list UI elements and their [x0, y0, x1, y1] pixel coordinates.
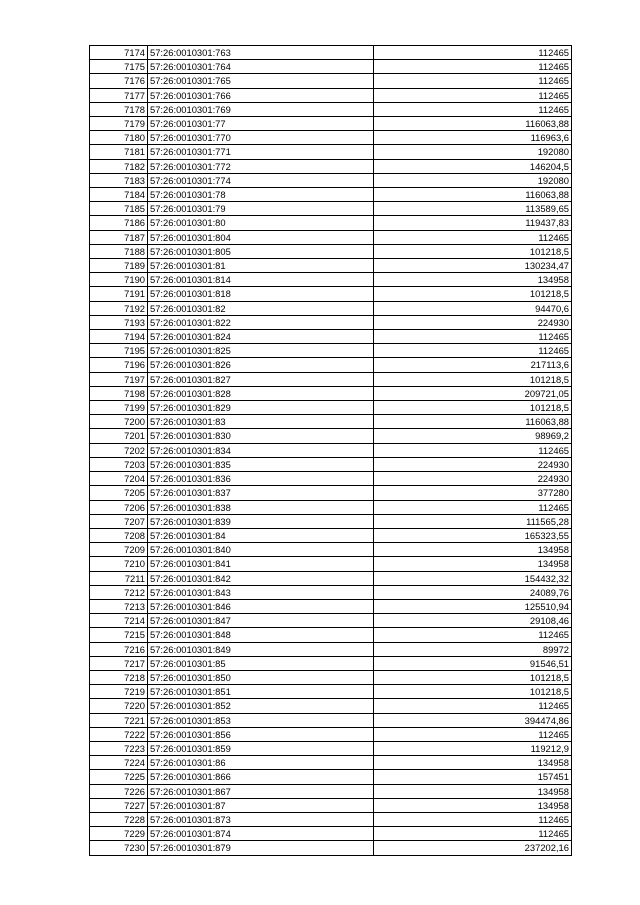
cadastral-value-cell: 134958 [374, 798, 572, 812]
row-number-cell: 7217 [90, 656, 148, 670]
table-row [90, 358, 572, 372]
row-number-cell: 7180 [90, 131, 148, 145]
row-number-cell: 7182 [90, 159, 148, 173]
row-number-cell: 7227 [90, 798, 148, 812]
cadastral-value-cell: 101218,5 [374, 244, 572, 258]
cadastral-number-cell: 57:26:0010301:772 [148, 159, 374, 173]
table-row [90, 628, 572, 642]
row-number-cell: 7190 [90, 273, 148, 287]
row-number-cell: 7186 [90, 216, 148, 230]
cadastral-number-cell: 57:26:0010301:848 [148, 628, 374, 642]
table-row [90, 429, 572, 443]
row-number-cell: 7211 [90, 571, 148, 585]
row-number-cell: 7222 [90, 727, 148, 741]
table-row [90, 386, 572, 400]
table-row [90, 585, 572, 599]
row-number-cell: 7193 [90, 315, 148, 329]
row-number-cell: 7226 [90, 784, 148, 798]
row-number-cell: 7212 [90, 585, 148, 599]
row-number-cell: 7188 [90, 244, 148, 258]
cadastral-value-cell: 112465 [374, 500, 572, 514]
table-row [90, 812, 572, 826]
table-row [90, 756, 572, 770]
cadastral-number-cell: 57:26:0010301:824 [148, 330, 374, 344]
row-number-cell: 7220 [90, 699, 148, 713]
cadastral-number-cell: 57:26:0010301:77 [148, 117, 374, 131]
cadastral-value-cell: 112465 [374, 88, 572, 102]
table-row [90, 315, 572, 329]
cadastral-value-cell: 112465 [374, 812, 572, 826]
row-number-cell: 7187 [90, 230, 148, 244]
row-number-cell: 7184 [90, 188, 148, 202]
row-number-cell: 7213 [90, 599, 148, 613]
cadastral-value-cell: 111565,28 [374, 514, 572, 528]
table-row [90, 159, 572, 173]
cadastral-number-cell: 57:26:0010301:769 [148, 102, 374, 116]
row-number-cell: 7179 [90, 117, 148, 131]
cadastral-value-cell: 116063,88 [374, 117, 572, 131]
cadastral-number-cell: 57:26:0010301:850 [148, 670, 374, 684]
row-number-cell: 7201 [90, 429, 148, 443]
cadastral-number-cell: 57:26:0010301:853 [148, 713, 374, 727]
row-number-cell: 7202 [90, 443, 148, 457]
cadastral-value-cell: 377280 [374, 486, 572, 500]
cadastral-number-cell: 57:26:0010301:771 [148, 145, 374, 159]
table-row [90, 642, 572, 656]
table-row [90, 827, 572, 841]
row-number-cell: 7177 [90, 88, 148, 102]
cadastral-number-cell: 57:26:0010301:830 [148, 429, 374, 443]
cadastral-value-cell: 119212,9 [374, 741, 572, 755]
row-number-cell: 7214 [90, 614, 148, 628]
cadastral-value-cell: 24089,76 [374, 585, 572, 599]
cadastral-number-cell: 57:26:0010301:84 [148, 528, 374, 542]
row-number-cell: 7219 [90, 685, 148, 699]
cadastral-number-cell: 57:26:0010301:763 [148, 46, 374, 60]
cadastral-number-cell: 57:26:0010301:81 [148, 259, 374, 273]
table-row [90, 244, 572, 258]
cadastral-number-cell: 57:26:0010301:818 [148, 287, 374, 301]
table-row [90, 443, 572, 457]
cadastral-value-cell: 217113,6 [374, 358, 572, 372]
cadastral-value-cell: 101218,5 [374, 670, 572, 684]
table-row [90, 188, 572, 202]
table-row [90, 727, 572, 741]
cadastral-value-table [89, 45, 572, 856]
cadastral-value-cell: 134958 [374, 273, 572, 287]
cadastral-value-cell: 112465 [374, 102, 572, 116]
row-number-cell: 7175 [90, 60, 148, 74]
table-body [90, 46, 572, 856]
cadastral-value-cell: 112465 [374, 827, 572, 841]
cadastral-value-cell: 165323,55 [374, 528, 572, 542]
table-row [90, 528, 572, 542]
cadastral-number-cell: 57:26:0010301:867 [148, 784, 374, 798]
cadastral-number-cell: 57:26:0010301:774 [148, 173, 374, 187]
cadastral-value-cell: 101218,5 [374, 287, 572, 301]
row-number-cell: 7203 [90, 457, 148, 471]
cadastral-value-cell: 157451 [374, 770, 572, 784]
cadastral-number-cell: 57:26:0010301:828 [148, 386, 374, 400]
table-row [90, 117, 572, 131]
cadastral-number-cell: 57:26:0010301:856 [148, 727, 374, 741]
table-row [90, 841, 572, 855]
cadastral-value-cell: 134958 [374, 756, 572, 770]
cadastral-number-cell: 57:26:0010301:829 [148, 401, 374, 415]
table-row [90, 713, 572, 727]
row-number-cell: 7210 [90, 557, 148, 571]
cadastral-value-cell: 112465 [374, 330, 572, 344]
row-number-cell: 7194 [90, 330, 148, 344]
row-number-cell: 7224 [90, 756, 148, 770]
cadastral-number-cell: 57:26:0010301:765 [148, 74, 374, 88]
cadastral-number-cell: 57:26:0010301:846 [148, 599, 374, 613]
table-row [90, 656, 572, 670]
row-number-cell: 7192 [90, 301, 148, 315]
row-number-cell: 7221 [90, 713, 148, 727]
cadastral-number-cell: 57:26:0010301:79 [148, 202, 374, 216]
row-number-cell: 7225 [90, 770, 148, 784]
cadastral-number-cell: 57:26:0010301:822 [148, 315, 374, 329]
table-row [90, 330, 572, 344]
table-row [90, 88, 572, 102]
table-row [90, 60, 572, 74]
cadastral-number-cell: 57:26:0010301:841 [148, 557, 374, 571]
cadastral-value-cell: 116063,88 [374, 188, 572, 202]
row-number-cell: 7228 [90, 812, 148, 826]
table-row [90, 401, 572, 415]
table-row [90, 415, 572, 429]
table-row [90, 102, 572, 116]
table-row [90, 685, 572, 699]
table-row [90, 287, 572, 301]
cadastral-number-cell: 57:26:0010301:814 [148, 273, 374, 287]
cadastral-number-cell: 57:26:0010301:834 [148, 443, 374, 457]
row-number-cell: 7204 [90, 472, 148, 486]
table-row [90, 216, 572, 230]
row-number-cell: 7189 [90, 259, 148, 273]
cadastral-value-cell: 94470,6 [374, 301, 572, 315]
table-row [90, 670, 572, 684]
row-number-cell: 7183 [90, 173, 148, 187]
row-number-cell: 7191 [90, 287, 148, 301]
table-row [90, 74, 572, 88]
cadastral-number-cell: 57:26:0010301:879 [148, 841, 374, 855]
row-number-cell: 7206 [90, 500, 148, 514]
row-number-cell: 7176 [90, 74, 148, 88]
cadastral-number-cell: 57:26:0010301:764 [148, 60, 374, 74]
cadastral-number-cell: 57:26:0010301:849 [148, 642, 374, 656]
cadastral-number-cell: 57:26:0010301:840 [148, 543, 374, 557]
table-row [90, 472, 572, 486]
table-row [90, 372, 572, 386]
table-row [90, 457, 572, 471]
cadastral-value-cell: 134958 [374, 784, 572, 798]
cadastral-number-cell: 57:26:0010301:805 [148, 244, 374, 258]
table-row [90, 500, 572, 514]
row-number-cell: 7200 [90, 415, 148, 429]
cadastral-number-cell: 57:26:0010301:842 [148, 571, 374, 585]
cadastral-value-cell: 112465 [374, 344, 572, 358]
table-row [90, 131, 572, 145]
table-row [90, 173, 572, 187]
row-number-cell: 7215 [90, 628, 148, 642]
cadastral-number-cell: 57:26:0010301:87 [148, 798, 374, 812]
row-number-cell: 7205 [90, 486, 148, 500]
cadastral-value-cell: 224930 [374, 457, 572, 471]
cadastral-value-cell: 89972 [374, 642, 572, 656]
table-row [90, 273, 572, 287]
table-row [90, 798, 572, 812]
row-number-cell: 7198 [90, 386, 148, 400]
cadastral-value-cell: 112465 [374, 74, 572, 88]
cadastral-number-cell: 57:26:0010301:873 [148, 812, 374, 826]
row-number-cell: 7207 [90, 514, 148, 528]
cadastral-number-cell: 57:26:0010301:859 [148, 741, 374, 755]
cadastral-number-cell: 57:26:0010301:838 [148, 500, 374, 514]
cadastral-number-cell: 57:26:0010301:83 [148, 415, 374, 429]
row-number-cell: 7185 [90, 202, 148, 216]
cadastral-number-cell: 57:26:0010301:836 [148, 472, 374, 486]
row-number-cell: 7208 [90, 528, 148, 542]
cadastral-value-cell: 112465 [374, 699, 572, 713]
cadastral-value-cell: 154432,32 [374, 571, 572, 585]
cadastral-value-cell: 91546,51 [374, 656, 572, 670]
row-number-cell: 7174 [90, 46, 148, 60]
cadastral-value-cell: 112465 [374, 230, 572, 244]
cadastral-number-cell: 57:26:0010301:826 [148, 358, 374, 372]
cadastral-number-cell: 57:26:0010301:839 [148, 514, 374, 528]
cadastral-value-cell: 29108,46 [374, 614, 572, 628]
cadastral-number-cell: 57:26:0010301:85 [148, 656, 374, 670]
cadastral-value-cell: 192080 [374, 145, 572, 159]
row-number-cell: 7197 [90, 372, 148, 386]
cadastral-value-cell: 192080 [374, 173, 572, 187]
row-number-cell: 7229 [90, 827, 148, 841]
row-number-cell: 7178 [90, 102, 148, 116]
cadastral-number-cell: 57:26:0010301:78 [148, 188, 374, 202]
cadastral-number-cell: 57:26:0010301:86 [148, 756, 374, 770]
cadastral-number-cell: 57:26:0010301:835 [148, 457, 374, 471]
table-row [90, 259, 572, 273]
cadastral-value-cell: 146204,5 [374, 159, 572, 173]
cadastral-value-cell: 98969,2 [374, 429, 572, 443]
table-row [90, 230, 572, 244]
cadastral-value-cell: 101218,5 [374, 401, 572, 415]
cadastral-value-cell: 113589,65 [374, 202, 572, 216]
table-row [90, 699, 572, 713]
cadastral-number-cell: 57:26:0010301:827 [148, 372, 374, 386]
table-row [90, 571, 572, 585]
cadastral-number-cell: 57:26:0010301:874 [148, 827, 374, 841]
cadastral-number-cell: 57:26:0010301:804 [148, 230, 374, 244]
cadastral-value-cell: 101218,5 [374, 685, 572, 699]
table-row [90, 614, 572, 628]
row-number-cell: 7230 [90, 841, 148, 855]
cadastral-value-cell: 134958 [374, 557, 572, 571]
cadastral-number-cell: 57:26:0010301:80 [148, 216, 374, 230]
row-number-cell: 7223 [90, 741, 148, 755]
table-row [90, 543, 572, 557]
cadastral-value-cell: 112465 [374, 60, 572, 74]
row-number-cell: 7209 [90, 543, 148, 557]
cadastral-value-cell: 224930 [374, 472, 572, 486]
table-row [90, 486, 572, 500]
table-row [90, 741, 572, 755]
row-number-cell: 7195 [90, 344, 148, 358]
row-number-cell: 7216 [90, 642, 148, 656]
cadastral-value-cell: 224930 [374, 315, 572, 329]
cadastral-value-cell: 112465 [374, 628, 572, 642]
cadastral-number-cell: 57:26:0010301:843 [148, 585, 374, 599]
cadastral-number-cell: 57:26:0010301:866 [148, 770, 374, 784]
cadastral-value-cell: 112465 [374, 46, 572, 60]
cadastral-number-cell: 57:26:0010301:82 [148, 301, 374, 315]
row-number-cell: 7218 [90, 670, 148, 684]
cadastral-number-cell: 57:26:0010301:825 [148, 344, 374, 358]
cadastral-value-cell: 116063,88 [374, 415, 572, 429]
cadastral-value-cell: 237202,16 [374, 841, 572, 855]
cadastral-number-cell: 57:26:0010301:766 [148, 88, 374, 102]
cadastral-value-cell: 209721,05 [374, 386, 572, 400]
row-number-cell: 7196 [90, 358, 148, 372]
cadastral-value-cell: 116963,6 [374, 131, 572, 145]
table-row [90, 202, 572, 216]
cadastral-number-cell: 57:26:0010301:851 [148, 685, 374, 699]
cadastral-value-cell: 394474,86 [374, 713, 572, 727]
cadastral-value-cell: 119437,83 [374, 216, 572, 230]
row-number-cell: 7181 [90, 145, 148, 159]
table-row [90, 46, 572, 60]
table-row [90, 557, 572, 571]
cadastral-value-cell: 125510,94 [374, 599, 572, 613]
cadastral-value-cell: 112465 [374, 443, 572, 457]
cadastral-value-cell: 101218,5 [374, 372, 572, 386]
row-number-cell: 7199 [90, 401, 148, 415]
table-row [90, 301, 572, 315]
cadastral-value-cell: 130234,47 [374, 259, 572, 273]
table-row [90, 599, 572, 613]
table-row [90, 770, 572, 784]
cadastral-number-cell: 57:26:0010301:770 [148, 131, 374, 145]
cadastral-number-cell: 57:26:0010301:847 [148, 614, 374, 628]
table-row [90, 344, 572, 358]
table-row [90, 514, 572, 528]
cadastral-number-cell: 57:26:0010301:837 [148, 486, 374, 500]
table-row [90, 145, 572, 159]
cadastral-value-cell: 134958 [374, 543, 572, 557]
table-row [90, 784, 572, 798]
cadastral-number-cell: 57:26:0010301:852 [148, 699, 374, 713]
cadastral-value-cell: 112465 [374, 727, 572, 741]
